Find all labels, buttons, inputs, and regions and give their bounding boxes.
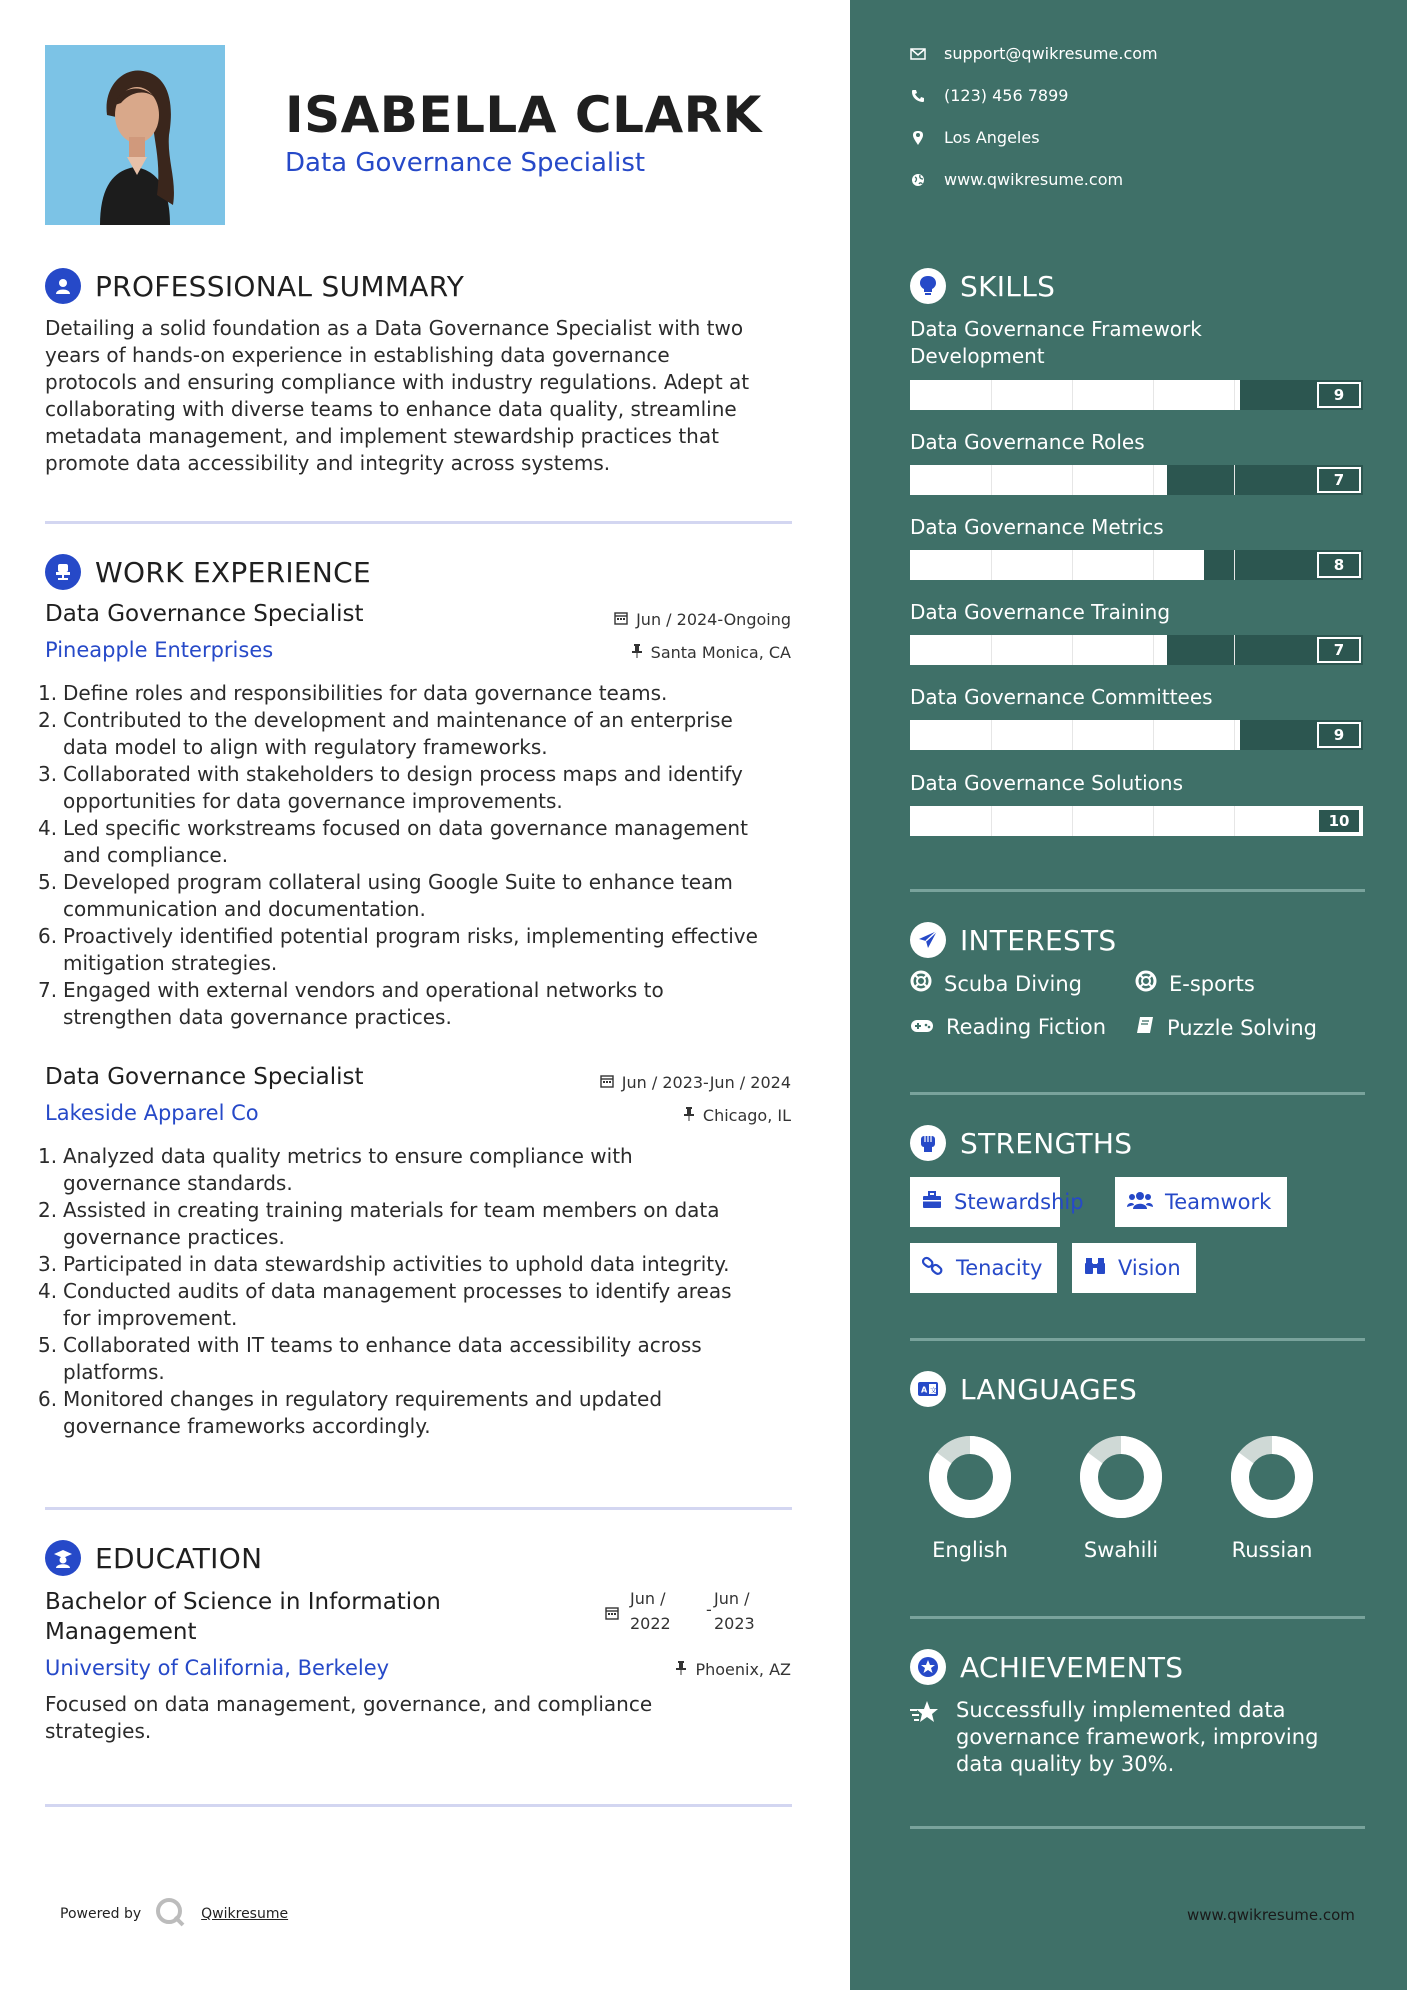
list-text: Collaborated with IT teams to enhance data accessibility across — [63, 1333, 702, 1357]
star-icon — [910, 1700, 940, 1730]
interest-label: Reading Fiction — [946, 1015, 1107, 1039]
skill-bar-segment — [1234, 635, 1235, 665]
skill-name-line: Data Governance Solutions — [910, 771, 1184, 795]
interest-label: Scuba Diving — [944, 971, 1082, 996]
interest-item — [910, 970, 1082, 997]
skill-bar-segment — [991, 550, 992, 580]
skill-name — [910, 770, 1310, 797]
skill-bar-segment — [1234, 380, 1235, 410]
skill-level-value: 7 — [1317, 467, 1361, 493]
job-title: Data Governance Specialist — [45, 1064, 364, 1090]
list-number: 3. — [38, 762, 58, 786]
candidate-name: ISABELLA CLARK — [285, 86, 762, 144]
summary-line: Detailing a solid foundation as a Data Governance Specialist with two — [45, 316, 744, 340]
skill-bar-segment — [991, 806, 992, 836]
skill-level-value: 9 — [1317, 722, 1361, 748]
phone-icon — [910, 89, 926, 103]
education-start — [630, 1586, 671, 1636]
envelope-icon — [910, 48, 926, 60]
list-text: opportunities for data governance improvements. — [63, 789, 563, 813]
life-ring-icon — [1135, 970, 1157, 997]
skill-bar — [910, 380, 1363, 410]
map-pin-icon — [910, 130, 926, 146]
contact-location-text: Los Angeles — [944, 128, 1040, 147]
date-separator: - — [706, 1600, 712, 1619]
list-text: strengthen data governance practices. — [63, 1005, 452, 1029]
language-level-donut — [1076, 1432, 1166, 1522]
skill-bar-segment — [1234, 806, 1235, 836]
summary-line: protocols and ensuring compliance with industry regulations. Adept at — [45, 370, 750, 394]
list-text: Analyzed data quality metrics to ensure compliance with — [63, 1144, 633, 1168]
section-divider — [910, 1616, 1365, 1619]
strength-badge — [910, 1177, 1084, 1227]
list-text: for improvement. — [63, 1306, 238, 1330]
skill-bar-fill — [910, 465, 1167, 495]
degree-line: Bachelor of Science in Information — [45, 1589, 441, 1615]
list-text: Led specific workstreams focused on data governance management — [63, 816, 748, 840]
skill-bar — [910, 635, 1363, 665]
skill-bar-fill — [910, 380, 1240, 410]
list-number: 5. — [38, 870, 58, 894]
skill-name-line: Data Governance Metrics — [910, 515, 1164, 539]
calendar-icon — [605, 1605, 619, 1624]
job-date — [600, 1073, 791, 1092]
skill-name — [910, 316, 1310, 370]
contact-phone-text: (123) 456 7899 — [944, 86, 1069, 105]
interest-item — [910, 1015, 1106, 1039]
list-item — [38, 1386, 798, 1440]
summary-heading — [45, 268, 464, 304]
summary-line: metadata management, and implement stewardship practices that — [45, 424, 719, 448]
skill-bar-fill — [910, 550, 1204, 580]
candidate-role: Data Governance Specialist — [285, 148, 646, 178]
languages-title: LANGUAGES — [960, 1372, 1138, 1406]
skill-bar-segment — [1153, 635, 1154, 665]
users-icon — [1127, 1190, 1153, 1215]
list-item — [38, 1278, 798, 1332]
interest-item — [1135, 1015, 1317, 1040]
chair-icon — [45, 554, 81, 590]
skill-bar — [910, 806, 1363, 836]
job-company: Lakeside Apparel Co — [45, 1101, 259, 1125]
skill-name-line: Data Governance Framework — [910, 317, 1202, 341]
achievements-title: ACHIEVEMENTS — [960, 1650, 1184, 1684]
strength-label: Teamwork — [1165, 1190, 1272, 1214]
achievements-heading — [910, 1649, 1183, 1685]
svg-text:A: A — [921, 1385, 928, 1395]
skill-level-value: 8 — [1317, 552, 1361, 578]
list-item — [38, 1143, 798, 1197]
list-number: 1. — [38, 1144, 58, 1168]
skill-bar — [910, 720, 1363, 750]
section-divider — [45, 521, 792, 524]
contact-phone[interactable] — [910, 86, 1068, 105]
contact-email-text: support@qwikresume.com — [944, 44, 1158, 63]
gamepad-icon — [910, 1015, 934, 1039]
interest-label: Puzzle Solving — [1167, 1015, 1317, 1040]
qwikresume-link[interactable]: Qwikresume — [201, 1906, 289, 1922]
achievement-line: governance framework, improving — [956, 1725, 1319, 1749]
list-text: mitigation strategies. — [63, 951, 278, 975]
strength-badge — [1115, 1177, 1287, 1227]
date-part: 2022 — [630, 1614, 671, 1633]
school-name: University of California, Berkeley — [45, 1656, 390, 1680]
skill-name-line: Data Governance Roles — [910, 430, 1145, 454]
skill-bar — [910, 550, 1363, 580]
skill-bar-segment — [1153, 465, 1154, 495]
list-item — [38, 1332, 798, 1386]
list-item — [38, 977, 798, 1031]
interests-title: INTERESTS — [960, 923, 1117, 957]
list-text: Conducted audits of data management processes to identify areas — [63, 1279, 732, 1303]
list-text: governance practices. — [63, 1225, 285, 1249]
language-name: Russian — [1231, 1538, 1313, 1562]
experience-heading — [45, 554, 371, 590]
language-level-donut — [1227, 1432, 1317, 1522]
summary-line: years of hands-on experience in establishing data governance — [45, 343, 670, 367]
skill-level-value: 10 — [1317, 808, 1361, 834]
date-part: Jun / — [630, 1589, 666, 1608]
contact-email[interactable] — [910, 44, 1158, 63]
skill-name — [910, 429, 1310, 456]
pin-icon — [675, 1660, 687, 1679]
binoculars-icon — [1084, 1256, 1106, 1281]
skill-bar-segment — [991, 635, 992, 665]
job-location-text: Chicago, IL — [702, 1106, 791, 1125]
contact-location — [910, 128, 1040, 147]
education-description — [45, 1691, 795, 1745]
education-end — [714, 1586, 755, 1636]
education-title: EDUCATION — [95, 1541, 263, 1575]
job-date — [614, 610, 791, 629]
language-name: Swahili — [1083, 1538, 1159, 1562]
skill-bar-segment — [1072, 635, 1073, 665]
svg-text:文: 文 — [930, 1386, 937, 1395]
job-date-text: Jun / 2024-Ongoing — [636, 610, 791, 629]
summary-line: collaborating with diverse teams to enhance data quality, streamline — [45, 397, 737, 421]
skill-bar-segment — [991, 720, 992, 750]
interest-label: E-sports — [1169, 971, 1255, 996]
skill-name — [910, 684, 1310, 711]
job-company: Pineapple Enterprises — [45, 638, 274, 662]
skill-bar-segment — [1153, 806, 1154, 836]
summary-title: PROFESSIONAL SUMMARY — [95, 269, 465, 303]
section-divider — [910, 1338, 1365, 1341]
date-part: 2023 — [714, 1614, 755, 1633]
sidebar — [850, 0, 1407, 1990]
fist-icon — [910, 1125, 946, 1161]
calendar-icon — [600, 1073, 614, 1092]
language-name: English — [932, 1538, 1008, 1562]
list-item — [38, 707, 798, 761]
interests-heading — [910, 922, 1117, 958]
job-responsibilities — [38, 1143, 798, 1440]
section-divider — [910, 1092, 1365, 1095]
list-text: Participated in data stewardship activities to uphold data integrity. — [63, 1252, 730, 1276]
list-text: governance frameworks accordingly. — [63, 1414, 431, 1438]
skill-bar-segment — [1153, 720, 1154, 750]
job-location — [631, 643, 791, 662]
graduate-icon — [45, 1540, 81, 1576]
achievement-line: Successfully implemented data — [956, 1698, 1286, 1722]
skill-bar-segment — [1234, 720, 1235, 750]
skill-bar-segment — [1234, 465, 1235, 495]
job-responsibilities — [38, 680, 798, 1031]
footer-website[interactable]: www.qwikresume.com — [1187, 1906, 1355, 1924]
list-item — [38, 815, 798, 869]
skill-bar-segment — [1072, 380, 1073, 410]
list-item — [38, 761, 798, 815]
skill-bar-fill — [910, 635, 1167, 665]
skill-name-line: Data Governance Training — [910, 600, 1171, 624]
education-location — [675, 1660, 791, 1679]
list-text: Collaborated with stakeholders to design process maps and identify — [63, 762, 743, 786]
date-part: Jun / — [714, 1589, 750, 1608]
job-date-text: Jun / 2023-Jun / 2024 — [621, 1073, 791, 1092]
job-location-text: Santa Monica, CA — [650, 643, 791, 662]
strength-badge — [1072, 1243, 1196, 1293]
interest-item — [1135, 970, 1255, 997]
description-line: strategies. — [45, 1719, 152, 1743]
degree-line: Management — [45, 1619, 197, 1645]
section-divider — [910, 1826, 1365, 1829]
list-number: 3. — [38, 1252, 58, 1276]
strengths-heading — [910, 1125, 1132, 1161]
skills-title: SKILLS — [960, 269, 1056, 303]
skill-level-value: 9 — [1317, 382, 1361, 408]
section-divider — [45, 1507, 792, 1510]
list-item — [38, 1197, 798, 1251]
life-ring-icon — [910, 970, 932, 997]
list-text: governance standards. — [63, 1171, 293, 1195]
skill-bar-segment — [991, 465, 992, 495]
education-location-text: Phoenix, AZ — [695, 1660, 791, 1679]
list-item — [38, 1251, 798, 1278]
skill-bar-segment — [1072, 720, 1073, 750]
list-number: 1. — [38, 681, 58, 705]
list-text: Monitored changes in regulatory requirements and updated — [63, 1387, 663, 1411]
skill-name-line: Development — [910, 344, 1045, 368]
list-text: data model to align with regulatory frameworks. — [63, 735, 548, 759]
paper-plane-icon — [910, 922, 946, 958]
contact-website[interactable] — [910, 170, 1123, 189]
list-number: 6. — [38, 1387, 58, 1411]
achievement-line: data quality by 30%. — [956, 1752, 1175, 1776]
job-location — [683, 1106, 791, 1125]
list-text: Contributed to the development and maintenance of an enterprise — [63, 708, 733, 732]
star-badge-icon — [910, 1649, 946, 1685]
book-icon — [1135, 1015, 1155, 1040]
strength-label: Stewardship — [954, 1190, 1084, 1214]
skill-bar-segment — [1072, 550, 1073, 580]
section-divider — [45, 1804, 792, 1807]
globe-icon — [910, 173, 926, 187]
list-text: Engaged with external vendors and operational networks to — [63, 978, 664, 1002]
summary-text — [45, 315, 795, 477]
skill-bar-segment — [1153, 380, 1154, 410]
list-text: Developed program collateral using Google Suite to enhance team — [63, 870, 733, 894]
list-number: 7. — [38, 978, 58, 1002]
education-heading — [45, 1540, 262, 1576]
summary-line: promote data accessibility and integrity across systems. — [45, 451, 611, 475]
list-text: platforms. — [63, 1360, 165, 1384]
strength-label: Tenacity — [956, 1256, 1043, 1280]
skill-bar-segment — [1072, 465, 1073, 495]
list-number: 5. — [38, 1333, 58, 1357]
skill-bar-segment — [991, 380, 992, 410]
list-text: and compliance. — [63, 843, 229, 867]
list-number: 4. — [38, 816, 58, 840]
skill-name — [910, 599, 1310, 626]
list-text: communication and documentation. — [63, 897, 426, 921]
list-text: Proactively identified potential program risks, implementing effective — [63, 924, 758, 948]
skill-name-line: Data Governance Committees — [910, 685, 1213, 709]
skill-bar-segment — [1072, 806, 1073, 836]
languages-heading — [910, 1371, 1137, 1407]
list-text: Assisted in creating training materials for team members on data — [63, 1198, 720, 1222]
skill-bar-segment — [1153, 550, 1154, 580]
list-number: 4. — [38, 1279, 58, 1303]
strengths-title: STRENGTHS — [960, 1126, 1133, 1160]
contact-website-text: www.qwikresume.com — [944, 170, 1124, 189]
strength-badge — [910, 1243, 1057, 1293]
list-number: 6. — [38, 924, 58, 948]
list-item — [38, 869, 798, 923]
section-divider — [910, 889, 1365, 892]
profile-photo — [45, 45, 225, 225]
lightbulb-icon — [910, 268, 946, 304]
qwikresume-logo-icon — [155, 1897, 187, 1931]
user-icon — [45, 268, 81, 304]
degree-title — [45, 1587, 441, 1647]
skill-bar-fill — [910, 806, 1363, 836]
link-icon — [922, 1256, 944, 1281]
job-title: Data Governance Specialist — [45, 601, 364, 627]
experience-title: WORK EXPERIENCE — [95, 555, 371, 589]
skill-bar-fill — [910, 720, 1240, 750]
skill-name — [910, 514, 1310, 541]
description-line: Focused on data management, governance, and compliance — [45, 1692, 653, 1716]
skills-heading — [910, 268, 1055, 304]
powered-by-label: Powered by — [60, 1906, 142, 1922]
calendar-icon — [614, 610, 628, 629]
list-number: 2. — [38, 708, 58, 732]
language-level-donut — [925, 1432, 1015, 1522]
language-icon — [910, 1371, 946, 1407]
powered-by — [60, 1897, 288, 1931]
achievement-text — [956, 1697, 1356, 1778]
skill-bar-segment — [1234, 550, 1235, 580]
skill-bar — [910, 465, 1363, 495]
list-item — [38, 680, 798, 707]
list-item — [38, 923, 798, 977]
briefcase-icon — [922, 1190, 942, 1214]
skill-level-value: 7 — [1317, 637, 1361, 663]
list-text: Define roles and responsibilities for data governance teams. — [63, 681, 668, 705]
strength-label: Vision — [1118, 1256, 1181, 1280]
pin-icon — [631, 643, 643, 662]
pin-icon — [683, 1106, 695, 1125]
list-number: 2. — [38, 1198, 58, 1222]
